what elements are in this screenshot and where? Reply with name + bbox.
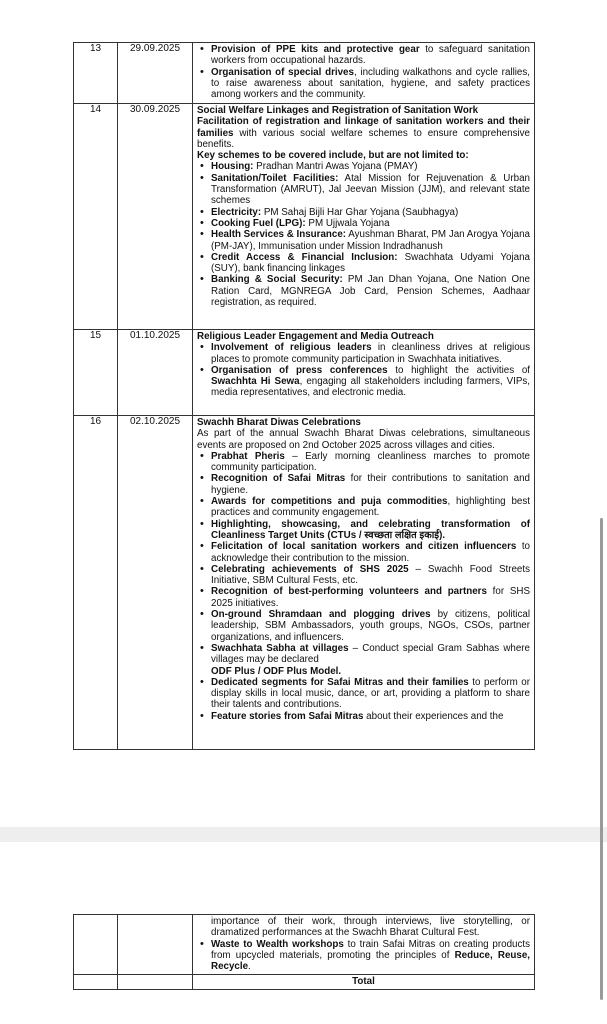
serial-number: 14 [74, 104, 118, 330]
activity-cell [193, 104, 535, 330]
document-page-bottom [0, 842, 607, 1024]
table-row [74, 104, 535, 330]
row-date: 29.09.2025 [118, 43, 193, 104]
activity-table [73, 42, 535, 750]
row-date: 02.10.2025 [118, 416, 193, 750]
list-item: • Recognition of Safai Mitras for their contributions to sanitation and hygiene. [197, 473, 530, 496]
section-title: Religious Leader Engagement and Media Outreach [197, 331, 434, 342]
list-item: • Housing: Pradhan Mantri Awas Yojana (PMAY) [197, 161, 530, 172]
list-item: • Swachhata Sabha at villages – Conduct special Gram Sabhas where villages may be declared [197, 643, 530, 666]
row-date [118, 915, 193, 975]
page-gap [0, 827, 607, 842]
list-item: • Feature stories from Safai Mitras about their experiences and the [197, 711, 530, 722]
table-row [74, 330, 535, 416]
table-row [74, 915, 535, 975]
row-date: 01.10.2025 [118, 330, 193, 416]
list-item: • Credit Access & Financial Inclusion: Swachhata Udyami Yojana (SUY), bank financing linkages [197, 252, 530, 275]
list-item: • Involvement of religious leaders in cleanliness drives at religious places to promote community participation in Swachhata initiatives. [197, 342, 530, 365]
section-intro: As part of the annual Swachh Bharat Diwas celebrations, simultaneous events are proposed on 2nd October 2025 across villages and cities. [197, 428, 530, 451]
row-date: 30.09.2025 [118, 104, 193, 330]
table-row [74, 416, 535, 750]
total-label: Total [193, 975, 535, 990]
section-intro: Facilitation of registration and linkage of sanitation workers and their families with various social welfare schemes to ensure comprehensive benefits. [197, 116, 530, 150]
activity-table-continued [73, 914, 535, 990]
serial-number [74, 915, 118, 975]
section-title: Social Welfare Linkages and Registration of Sanitation Work [197, 105, 479, 116]
list-item: • Prabhat Pheris – Early morning cleanliness marches to promote community participation. [197, 451, 530, 474]
list-item: • Organisation of press conferences to highlight the activities of Swachhta Hi Sewa, engaging all stakeholders including farmers, VIPs, media representatives, and electronic media. [197, 365, 530, 399]
list-item: • Sanitation/Toilet Facilities: Atal Mission for Rejuvenation & Urban Transformation (AMRUT), Jal Jeevan Mission (JJM), and relevant state schemes [197, 173, 530, 207]
activity-cell [193, 416, 535, 750]
list-item: • Provision of PPE kits and protective gear to safeguard sanitation workers from occupational hazards. [197, 44, 530, 67]
serial-number: 15 [74, 330, 118, 416]
serial-number: 16 [74, 416, 118, 750]
list-item: • Celebrating achievements of SHS 2025 – Swachh Food Streets Initiative, SBM Cultural Fests, etc. [197, 564, 530, 587]
list-item: • Awards for competitions and puja commodities, highlighting best practices and community engagement. [197, 496, 530, 519]
key-schemes-heading: Key schemes to be covered include, but are not limited to: [197, 150, 469, 162]
list-item: ODF Plus / ODF Plus Model. [211, 665, 342, 677]
list-item: • Dedicated segments for Safai Mitras and their families to perform or display skills in local music, dance, or art, providing a platform to share their talents and contributions. [197, 677, 530, 711]
total-row [74, 975, 535, 990]
list-item: • Organisation of special drives, including walkathons and cycle rallies, to raise awareness about sanitation, hygiene, and safety practices among workers and the community. [197, 67, 530, 101]
list-item: • Banking & Social Security: PM Jan Dhan Yojana, One Nation One Ration Card, MGNREGA Job Card, Pension Schemes, Aadhaar registration, as required. [197, 274, 530, 308]
section-title: Swachh Bharat Diwas Celebrations [197, 417, 361, 428]
list-item: • Recognition of best-performing volunteers and partners for SHS 2025 initiatives. [197, 586, 530, 609]
list-item: • Electricity: PM Sahaj Bijli Har Ghar Yojana (Saubhagya) [197, 207, 530, 218]
list-item: • On-ground Shramdaan and plogging drives by citizens, political leadership, SBM Ambassadors, youth groups, NGOs, CSOs, partner organizations, and influencers. [197, 609, 530, 643]
serial-number: 13 [74, 43, 118, 104]
scrollbar[interactable] [600, 518, 603, 1000]
list-item: • Highlighting, showcasing, and celebrating transformation of Cleanliness Target Units (CTUs / स्वच्छता लक्षित इकाई). [197, 519, 530, 542]
table-row [74, 43, 535, 104]
list-item: • Cooking Fuel (LPG): PM Ujjwala Yojana [197, 218, 530, 229]
continued-text: importance of their work, through interviews, live storytelling, or dramatized performances at the Swachh Bharat Cultural Fest. [211, 916, 530, 939]
activity-cell [193, 330, 535, 416]
list-item: • Health Services & Insurance: Ayushman Bharat, PM Jan Arogya Yojana (PM-JAY), Immunisation under Mission Indradhanush [197, 229, 530, 252]
list-item: • Felicitation of local sanitation workers and citizen influencers to acknowledge their contribution to the mission. [197, 541, 530, 564]
activity-cell [193, 43, 535, 104]
activity-cell [193, 915, 535, 975]
list-item: • Waste to Wealth workshops to train Safai Mitras on creating products from upcycled materials, promoting the principles of Reduce, Reuse, Recycle. [197, 939, 530, 973]
